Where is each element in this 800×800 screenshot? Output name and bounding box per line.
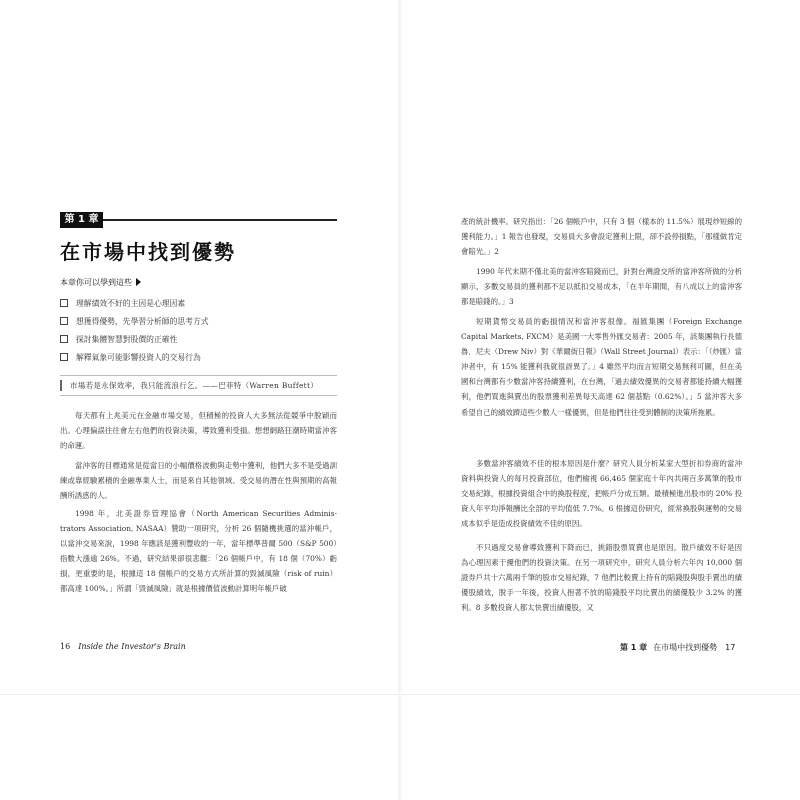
body-paragraph: 當沖客的目標通常是從當日的小幅價格波動與走勢中獲利，他們大多不是受過訓練或靠經驗累積的金融專業人士，而是來自其他領域、受交易的潛在性與預期的高報酬所誘惑的人。 <box>60 461 337 501</box>
learn-list-item <box>60 348 209 366</box>
learn-item-text: 理解績效不好的主因是心理因素 <box>76 298 186 308</box>
page-number: 17 <box>725 643 736 652</box>
body-paragraph: 每天都有上兆美元在金融市場交易，但積極的投資人大多無法從競爭中脫穎而出。心理偏誤往往會左右他們的投資決策，導致獲利受損。想想網路狂潮時期當沖客的命運。 <box>60 411 337 451</box>
learn-item-text: 探討集體智慧對股價的正確性 <box>76 334 178 344</box>
learn-list-item <box>60 312 209 330</box>
footer-chapter-title: 在市場中找到優勢 <box>653 643 718 652</box>
right-page-footer <box>620 642 735 653</box>
learn-item-text: 解釋氣象可能影響投資人的交易行為 <box>76 352 201 362</box>
learn-heading-text: 本章你可以學到這些 <box>60 278 132 287</box>
checkbox-icon <box>60 353 68 361</box>
chapter-title: 在市場中找到優勢 <box>60 240 236 264</box>
left-page <box>0 0 398 800</box>
triangle-arrow-icon <box>136 278 141 286</box>
left-page-footer <box>60 642 186 651</box>
page-number: 16 <box>60 642 71 651</box>
footer-chapter-label: 第 1 章 <box>620 643 648 652</box>
body-paragraph: 產的統計機率。研究指出：「26 個帳戶中，只有 3 個（樣本的 11.5%）展現炒短線的獲利能力。」1 報告也發現，交易員大多會設定獲利上限，卻不設停損點，「那樣做肯定會賠光。」2 <box>461 217 742 257</box>
epigraph <box>60 375 337 396</box>
right-page-bottom-edge <box>402 694 800 695</box>
learn-heading <box>60 277 141 288</box>
learn-list-item <box>60 294 209 312</box>
book-title: Inside the Investor's Brain <box>78 642 186 651</box>
learn-list-item <box>60 330 209 348</box>
chapter-badge: 第 1 章 <box>60 212 103 228</box>
learn-item-text: 想獲得優勢，先學習分析師的思考方式 <box>76 316 209 326</box>
checkbox-icon <box>60 335 68 343</box>
left-page-bottom-edge <box>0 694 398 695</box>
checkbox-icon <box>60 299 68 307</box>
body-paragraph: 1998 年，北美證券管理協會（North American Securities Adminis-trators Association, NASAA）贊助一項研究，分析 26 個隨機挑選的當沖帳戶，以當沖交易來說，1998 年應該是獲利豐收的一年，當年標準普爾 500（S&P 500）指數大漲逾 26%。不過，研究結果卻很悲觀：「26 個帳戶中，有 18 個（70%）虧損，更重要的是，根據這 18 個帳戶的交易方式所計算的毀滅風險（risk of ruin）都高達 100%。」所謂「毀滅風險」就是根據價值波動計算明年帳戶破 <box>60 509 337 594</box>
quote-bar-icon <box>60 380 62 391</box>
epigraph-text: 市場若是永保效率，我只能流浪行乞。——巴菲特（Warren Buffett） <box>70 381 319 390</box>
body-paragraph: 1990 年代末期不僅北美的當沖客賠錢而已，針對台灣證交所的當沖客所做的分析顯示，多數交易員的獲利都不足以抵扣交易成本，「在半年期間，有八成以上的當沖客都是賠錢的。」3 <box>461 267 742 307</box>
body-paragraph: 不只過度交易會導致獲利下降而已，挑錯股票買賣也是原因。散戶績效不好是因為心理因素干擾他們的投資決策。在另一項研究中，研究人員分析六年內 10,000 個證券戶共十六萬兩千筆的股市交易紀錄，7 他們比較賣上持有的賠錢股與股手賣出的績優股績效，脫手一年後，投資人抱著不放的賠錢股平均比賣出的績優股少 3.2% 的獲利。8 多數投資人都太快賣出績優股，又 <box>461 543 742 613</box>
body-paragraph: 短期貨幣交易員的虧損情況和當沖客很像。福匯集團（Foreign Exchange Capital Markets, FXCM）是美國一大零售外匯交易者：2005 年，該集團執行長德魯．尼夫（Drew Niv）對《華爾街日報》（Wall Street Journal）表示：「（炒匯）當沖者中，有 15% 能獲利我就很訝異了。」4 雖然平均而言短期交易無利可圖，但在美國和台灣都有少數當沖客持續獲利，在台灣，「過去績效優異的交易者都能持續大幅獲利，他們買進與賣出的股票獲利差異每天高達 62 個基點（0.62%）。」5 當沖客大多希望自己的績效躋這些少數人一樣優異，但是他們往往受到體制的決策所拖累。 <box>461 317 742 417</box>
body-paragraph: 多數當沖客績效不佳的根本原因是什麼？研究人員分析某家大型折扣券商的當沖資料與投資人的每月投資部位，他們檢視 66,465 個家庭十年內共兩百多萬筆的股市交易紀錄，根據投資組合中的換股程度，把帳戶分成五類。最積極進出股市的 20% 投資人年平均淨報酬比全部的平均值低 7.7%。6 根據這份研究，經常換股與運勢的交易成本似乎是造成投資績效不佳的原因。 <box>461 459 742 529</box>
checkbox-icon <box>60 317 68 325</box>
learn-list <box>60 294 209 366</box>
